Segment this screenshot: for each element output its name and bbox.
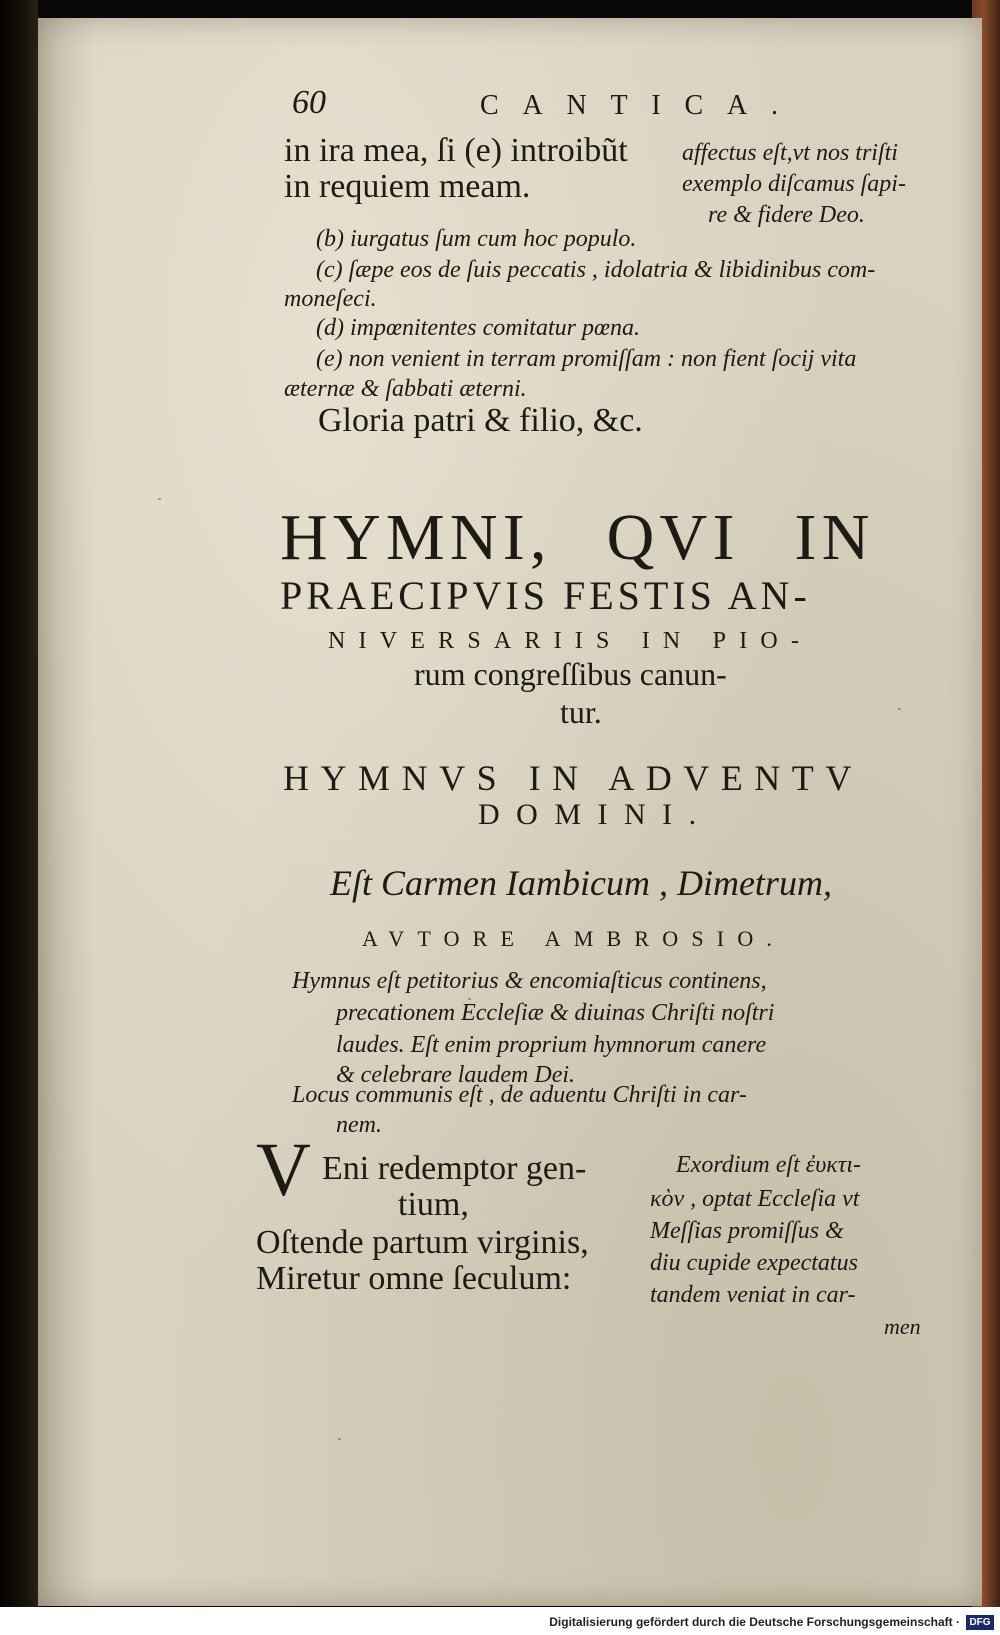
verse-note-3: Meſſias promiſſus & xyxy=(650,1218,844,1244)
verse-line-1: Eni redemptor gen- xyxy=(322,1150,587,1187)
verse-note-5: tandem veniat in car- xyxy=(650,1282,856,1308)
title-line-1: HYMNI, QVI IN xyxy=(280,501,875,574)
title-line-5: tur. xyxy=(560,694,602,730)
meter-line: Eſt Carmen Iambicum , Dimetrum, xyxy=(330,863,832,903)
dfg-logo: DFG xyxy=(966,1615,994,1630)
running-title: CANTICA. xyxy=(480,90,802,121)
summary-line-2: precationem Eccleſiæ & diuinas Chriſti noſtri xyxy=(336,1000,775,1026)
summary-line-3: laudes. Eſt enim proprium hymnorum canere xyxy=(336,1032,767,1058)
book-spine-shadow xyxy=(0,0,38,1635)
side-note-line-2: exemplo diſcamus ſapi- xyxy=(682,171,906,197)
footnote-c: (c) ſæpe eos de ſuis peccatis , idolatria & libidinibus com- xyxy=(316,257,876,283)
footnote-e-cont: æternæ & ſabbati æterni. xyxy=(284,376,527,402)
verse-line-2: tium, xyxy=(398,1186,469,1223)
hymn-heading-2: DOMINI. xyxy=(478,798,713,831)
title-line-3: NIVERSARIIS IN PIO- xyxy=(328,628,813,654)
verse-note-2: κὸν , optat Eccleſia vt xyxy=(650,1186,860,1212)
gloria-patri: Gloria patri & filio, &c. xyxy=(318,402,643,439)
psalm-line-1: in ira mea, ſi (e) introibũt xyxy=(284,132,628,169)
psalm-line-2: in requiem meam. xyxy=(284,168,531,205)
footnote-d: (d) impœnitentes comitatur pœna. xyxy=(316,315,640,341)
locus-line-1: Locus communis eſt , de aduentu Chriſti in car- xyxy=(292,1082,747,1108)
hymn-heading-1: HYMNVS IN ADVENTV xyxy=(283,758,863,798)
page-number: 60 xyxy=(292,84,326,121)
footer-bar xyxy=(0,1607,1000,1635)
verse-line-4: Miretur omne ſeculum: xyxy=(256,1260,572,1297)
verse-note-6: men xyxy=(884,1314,921,1339)
verse-line-3: Oſtende partum virginis, xyxy=(256,1224,589,1261)
side-note-line-1: affectus eſt,vt nos triſti xyxy=(682,140,898,166)
summary-line-1: Hymnus eſt petitorius & encomiaſticus continens, xyxy=(292,968,767,994)
author-line: AVTORE AMBROSIO. xyxy=(362,926,786,951)
footnote-b: (b) iurgatus ſum cum hoc populo. xyxy=(316,226,637,252)
summary-line-4: & celebrare laudem Dei. xyxy=(336,1062,576,1088)
footnote-c-cont: moneſeci. xyxy=(284,286,377,312)
funding-credit: Digitalisierung gefördert durch die Deutsche Forschungsgemeinschaft · xyxy=(549,1615,960,1629)
drop-cap-initial: V xyxy=(256,1128,311,1212)
verse-note-4: diu cupide expectatus xyxy=(650,1250,858,1276)
footnote-e: (e) non venient in terram promiſſam : non fient ſocij vita xyxy=(316,346,857,372)
side-note-line-3: re & fidere Deo. xyxy=(708,202,865,228)
title-line-2: PRAECIPVIS FESTIS AN- xyxy=(280,573,811,618)
title-line-4: rum congreſſibus canun- xyxy=(414,656,727,692)
locus-line-2: nem. xyxy=(336,1112,382,1138)
verse-note-1: Exordium eſt ἐυκτι- xyxy=(676,1152,861,1178)
